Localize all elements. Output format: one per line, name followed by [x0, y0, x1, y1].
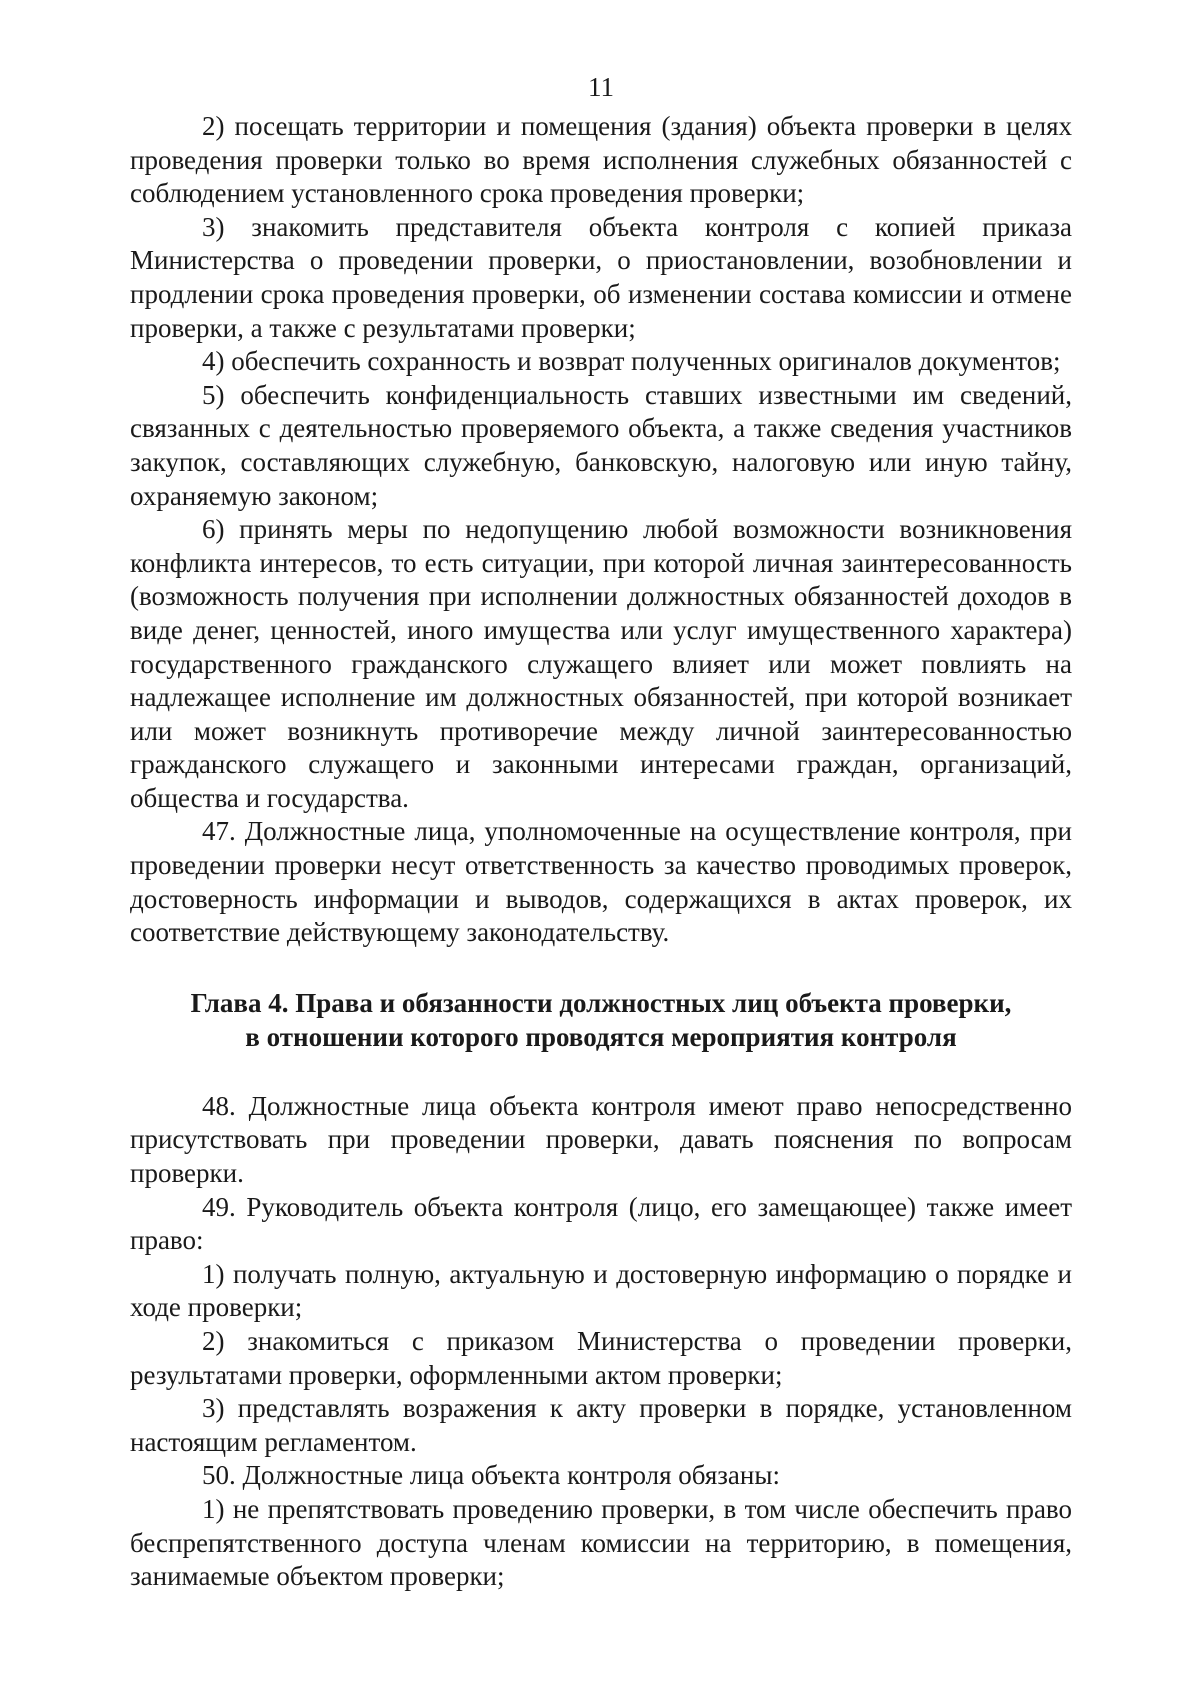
paragraph-item-5: 5) обеспечить конфиденциальность ставших известными им сведений, связанных с деятельностью проверяемого объекта, а также сведения участников закупок, составляющих служебную, банковскую, налоговую или иную тайну, охраняемую законом;	[130, 379, 1072, 511]
paragraph-right-2: 2) знакомиться с приказом Министерства о проведении проверки, результатами проверки, оформленными актом проверки;	[130, 1326, 1072, 1390]
paragraph-section-49: 49. Руководитель объекта контроля (лицо, его замещающее) также имеет право:	[130, 1191, 1072, 1256]
paragraph-right-3: 3) представлять возражения к акту проверки в порядке, установленном настоящим регламентом.	[130, 1393, 1072, 1457]
paragraph-section-47: 47. Должностные лица, уполномоченные на осуществление контроля, при проведении проверки несут ответственность за качество проводимых проверок, достоверность информации и выводов, содержащихся в актах проверок, их соответствие действующему законодательству.	[130, 816, 1072, 948]
chapter-title	[130, 986, 1072, 1054]
paragraph-item-6: 6) принять меры по недопущению любой возможности возникновения конфликта интересов, то есть ситуации, при которой личная заинтересованность (возможность получения при исполнении должностных обязанностей доходов в виде денег, ценностей, иного имущества или услуг имущественного характера) государственного гражданского служащего влияет или может повлиять на надлежащее исполнение им должностных обязанностей, при которой возникает или может возникнуть противоречие между личной заинтересованностью гражданского служащего и законными интересами граждан, организаций, общества и государства.	[130, 514, 1072, 813]
paragraph-item-3: 3) знакомить представителя объекта контроля с копией приказа Министерства о проведении проверки, о приостановлении, возобновлении и продлении срока проведения проверки, об изменении состава комиссии и отмене проверки, а также с результатами проверки;	[130, 211, 1072, 343]
chapter-title-line-1: Глава 4. Права и обязанности должностных лиц объекта проверки,	[190, 987, 1012, 1018]
page-number: 11	[588, 72, 614, 102]
chapter-title-line-2: в отношении которого проводятся мероприятия контроля	[245, 1021, 957, 1052]
paragraph-item-2: 2) посещать территории и помещения (здания) объекта проверки в целях проведения проверки только во время исполнения служебных обязанностей с соблюдением установленного срока проведения проверки;	[130, 111, 1072, 209]
paragraph-section-50: 50. Должностные лица объекта контроля обязаны:	[202, 1460, 780, 1491]
paragraph-section-48: 48. Должностные лица объекта контроля имеют право непосредственно присутствовать при проведении проверки, давать пояснения по вопросам проверки.	[130, 1090, 1072, 1189]
paragraph-duty-1: 1) не препятствовать проведению проверки, в том числе обеспечить право беспрепятственного доступа членам комиссии на территорию, в помещения, занимаемые объектом проверки;	[130, 1493, 1072, 1592]
paragraph-right-1: 1) получать полную, актуальную и достоверную информацию о порядке и ходе проверки;	[130, 1258, 1072, 1323]
paragraph-item-4: 4) обеспечить сохранность и возврат полученных оригиналов документов;	[202, 346, 1061, 377]
